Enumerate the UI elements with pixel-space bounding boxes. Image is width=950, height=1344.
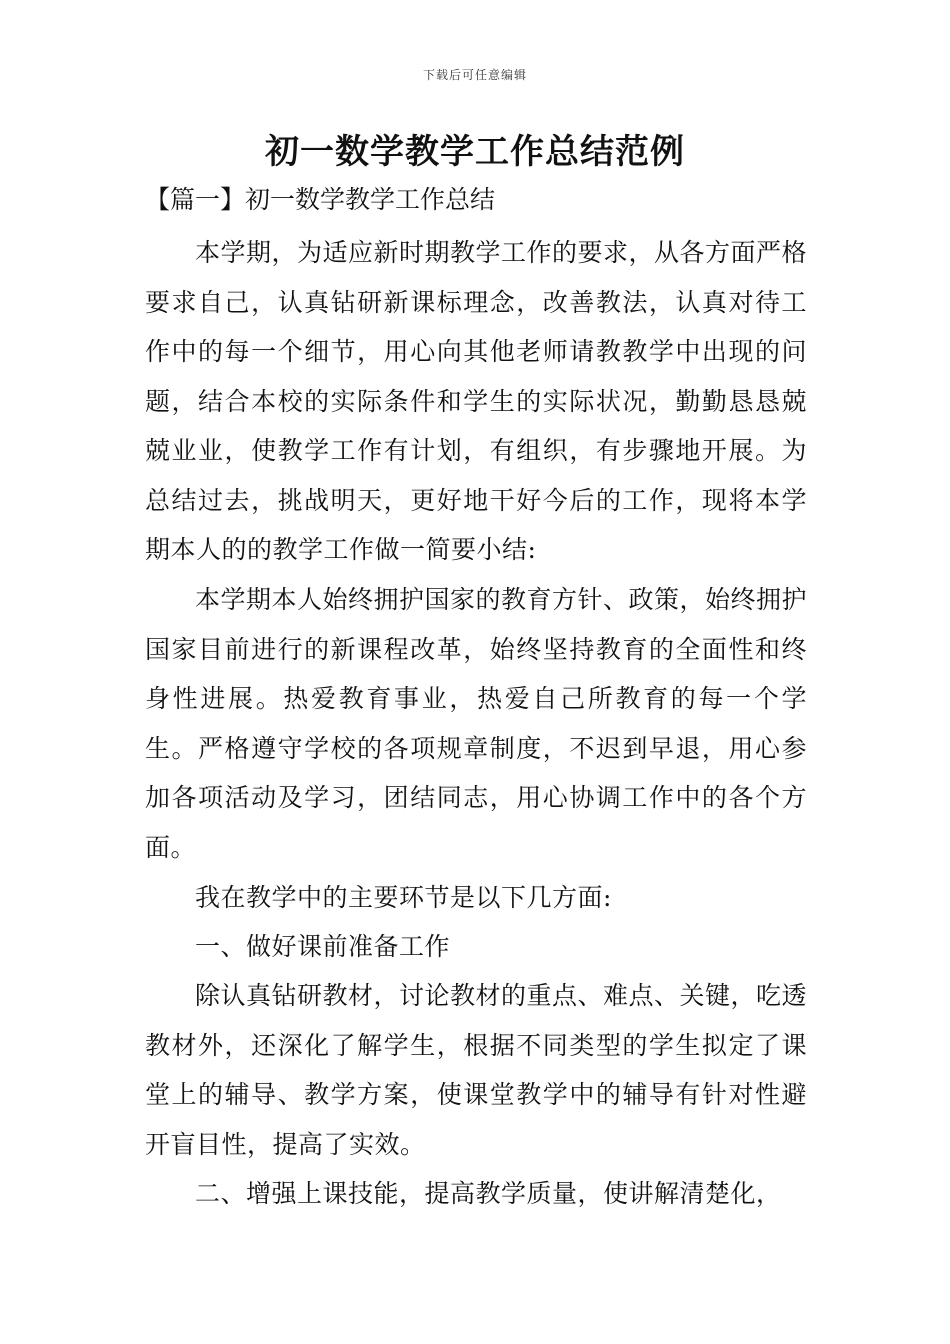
paragraph-block [145,1169,807,1219]
paragraph-block [145,228,807,575]
paragraph: 我在教学中的主要环节是以下几方面: [195,883,612,912]
paragraph-block [145,873,807,923]
paragraph: 本学期本人始终拥护国家的教育方针、政策，始终拥护国家目前进行的新课程改革，始终坚持教育的全面性和终身性进展。热爱教育事业，热爱自己所教育的每一个学生。严格遵守学校的各项规章制度，不迟到早退，用心参加各项活动及学习，团结同志，用心协调工作中的各个方面。 [145,585,808,862]
paragraph: 本学期，为适应新时期教学工作的要求，从各方面严格要求自己，认真钻研新课标理念，改善教法，认真对待工作中的每一个细节，用心向其他老师请教教学中出现的问题，结合本校的实际条件和学生的实际状况，勤勤恳恳兢兢业业，使教学工作有计划，有组织，有步骤地开展。为总结过去，挑战明天，更好地干好今后的工作，现将本学期本人的的教学工作做一简要小结: [145,238,808,564]
paragraph: 除认真钻研教材，讨论教材的重点、难点、关键，吃透教材外，还深化了解学生，根据不同类型的学生拟定了课堂上的辅导、教学方案，使课堂教学中的辅导有针对性避开盲目性，提高了实效。 [145,981,808,1159]
paragraph-block [145,971,807,1169]
subsection-heading: 二、增强上课技能，提高教学质量，使讲解清楚化， [195,1179,782,1208]
paragraph-block [145,922,807,972]
subsection-heading: 一、做好课前准备工作 [195,932,451,961]
section-heading: 【篇一】初一数学教学工作总结 [145,185,496,214]
document-title: 初一数学教学工作总结范例 [265,132,685,172]
header-note: 下载后可任意编辑 [422,68,527,82]
paragraph-block [145,575,807,872]
